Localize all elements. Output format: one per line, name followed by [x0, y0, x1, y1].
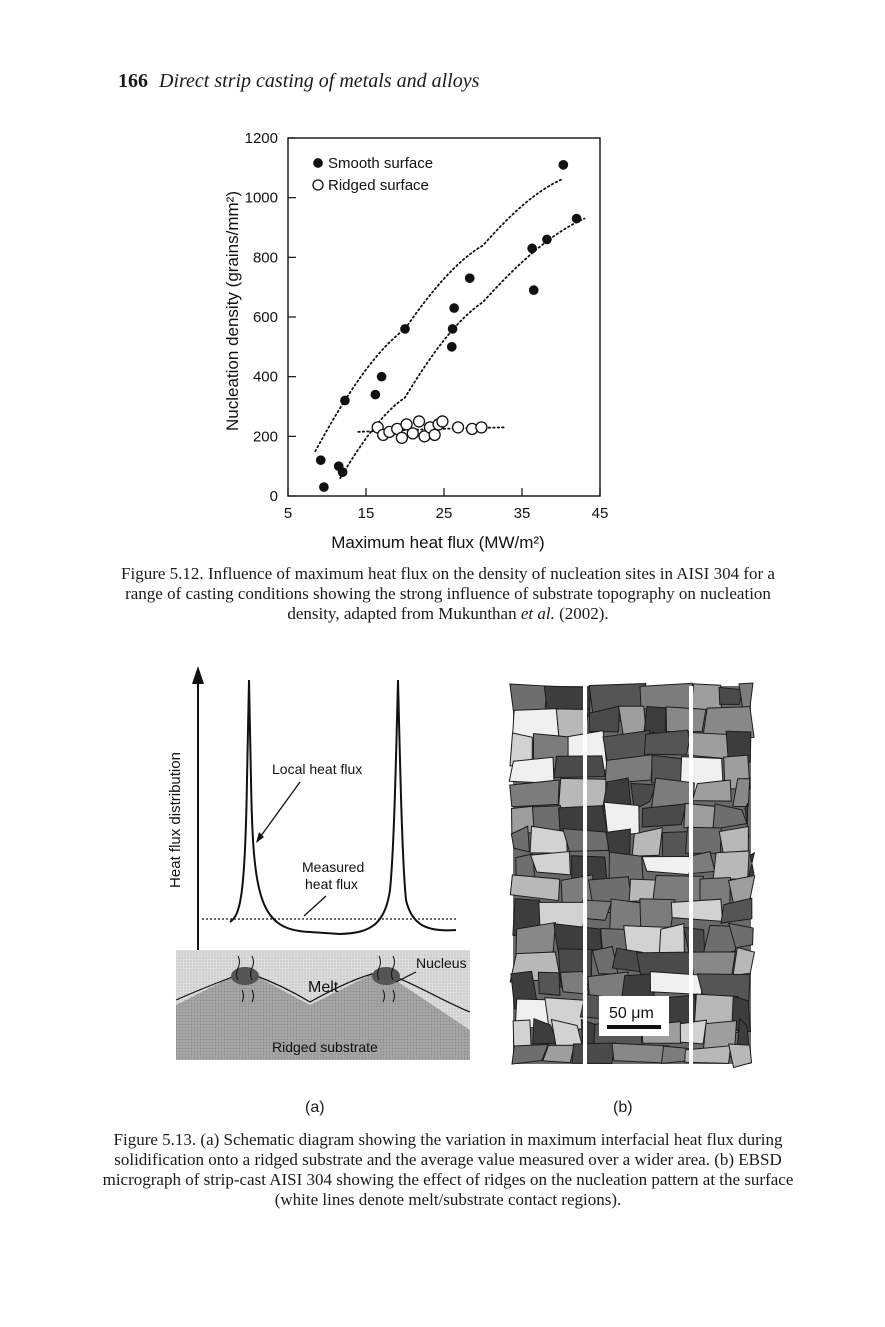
grain	[713, 851, 749, 879]
smooth-surface-point	[341, 396, 349, 404]
grain	[510, 780, 559, 807]
grain	[680, 1020, 706, 1044]
arrow-head	[192, 666, 204, 684]
grain	[642, 804, 686, 827]
x-tick-label: 35	[513, 505, 531, 522]
y-tick-label: 200	[252, 428, 278, 446]
x-tick-label: 5	[283, 505, 293, 522]
grain	[692, 780, 731, 801]
ridged-surface-point	[429, 429, 440, 440]
page-number: 166	[118, 70, 148, 92]
caption-number: Figure 5.13.	[113, 1130, 197, 1149]
nucleus-left	[231, 967, 259, 985]
grain	[650, 972, 703, 995]
grain	[687, 732, 733, 758]
y-axis-label: Nucleation density (grains/mm²)	[223, 191, 242, 431]
ridged-substrate-label: Ridged substrate	[272, 1039, 378, 1055]
grain	[671, 899, 722, 921]
scale-bar-label: 50 μm	[609, 1005, 654, 1022]
trend-line	[340, 219, 584, 479]
ridged-surface-point	[414, 416, 425, 427]
ebsd-micrograph	[505, 680, 755, 1100]
ridged-surface-point	[407, 428, 418, 439]
grain	[538, 972, 560, 995]
y-tick-label: 800	[252, 249, 278, 267]
caption-text: Influence of maximum heat flux on the density of nucleation sites in AISI 304 for a range of casting conditions showing the strong influence of substrate topography on nucleation density, adapted from Mukunthan	[125, 564, 775, 623]
y-tick-label: 0	[269, 488, 278, 505]
caption-year: (2002).	[559, 604, 609, 623]
x-tick-label: 45	[591, 505, 609, 522]
contact-line-2	[689, 686, 693, 1064]
nucleus-right	[372, 967, 400, 985]
melt-label: Melt	[308, 979, 339, 996]
grain	[644, 730, 692, 755]
smooth-surface-point	[371, 390, 379, 398]
smooth-surface-point	[320, 483, 328, 491]
chart-legend	[313, 155, 433, 194]
chart-points	[317, 161, 581, 492]
measured-pointer	[304, 896, 326, 916]
smooth-surface-point	[377, 372, 385, 380]
nucleation-density-chart	[210, 128, 630, 553]
contact-line-1	[583, 686, 587, 1064]
grain	[539, 902, 587, 927]
trend-line	[315, 180, 561, 451]
ridged-surface-point	[453, 422, 464, 433]
legend-marker	[313, 180, 323, 190]
x-tick-label: 25	[435, 505, 453, 522]
legend-label: Smooth surface	[328, 155, 434, 172]
legend-label: Ridged surface	[328, 177, 429, 194]
panel-label-b: (b)	[613, 1099, 633, 1116]
ridged-surface-point	[437, 416, 448, 427]
grain	[733, 948, 754, 976]
grain	[684, 803, 717, 829]
caption-number: Figure 5.12.	[121, 564, 204, 583]
grain	[666, 707, 706, 732]
y-tick-label: 400	[252, 368, 278, 386]
grain	[612, 1043, 669, 1063]
measured-label-line2: heat flux	[305, 876, 358, 892]
smooth-surface-point	[559, 161, 567, 169]
smooth-surface-point	[528, 244, 536, 252]
caption-etal: et al.	[520, 604, 555, 623]
grain	[509, 757, 554, 783]
grain	[640, 899, 675, 930]
grain	[719, 687, 742, 704]
smooth-surface-point	[448, 343, 456, 351]
page-header	[118, 70, 479, 93]
ridged-surface-point	[396, 432, 407, 443]
x-tick-label: 15	[357, 505, 375, 522]
smooth-surface-point	[448, 325, 456, 333]
x-axis-label: Maximum heat flux (MW/m²)	[331, 533, 545, 552]
legend-marker	[314, 159, 322, 167]
smooth-surface-point	[543, 235, 551, 243]
grain	[554, 756, 605, 778]
smooth-surface-point	[401, 325, 409, 333]
smooth-surface-point	[530, 286, 538, 294]
panel-label-a: (a)	[305, 1099, 325, 1116]
grain	[543, 1045, 575, 1062]
y-axis-label: Heat flux distribution	[167, 752, 184, 888]
smooth-surface-point	[450, 304, 458, 312]
nucleus-label: Nucleus	[416, 955, 467, 971]
smooth-surface-point	[317, 456, 325, 464]
grain	[531, 852, 571, 875]
smooth-surface-point	[338, 468, 346, 476]
y-tick-label: 1200	[244, 130, 278, 147]
local-heat-flux-pointer	[258, 782, 300, 840]
ridged-surface-point	[476, 422, 487, 433]
grain	[662, 1046, 689, 1063]
grain	[637, 952, 695, 974]
heat-flux-schematic	[160, 660, 480, 1070]
running-title: Direct strip casting of metals and alloys	[159, 70, 480, 92]
figure-5-12-caption	[108, 564, 788, 624]
local-heat-flux-label: Local heat flux	[272, 761, 363, 777]
grain	[719, 827, 748, 853]
measured-label-line1: Measured	[302, 859, 365, 875]
caption-text: (a) Schematic diagram showing the variation in maximum interfacial heat flux during solidification onto a ridged substrate and the average value measured over a wider area. (b) EBSD micrograph of strip-cast AISI 304 showing the effect of ridges on the nucleation pattern at the surface (white lines denote melt/substrate contact regions).	[102, 1130, 794, 1209]
figure-5-13-caption	[98, 1130, 798, 1210]
smooth-surface-point	[572, 214, 580, 222]
y-tick-label: 600	[252, 309, 278, 326]
smooth-surface-point	[466, 274, 474, 282]
y-tick-label: 1000	[244, 189, 278, 207]
scale-bar	[607, 1025, 661, 1029]
local-heat-flux-curve	[230, 680, 456, 934]
grain	[572, 1043, 615, 1063]
